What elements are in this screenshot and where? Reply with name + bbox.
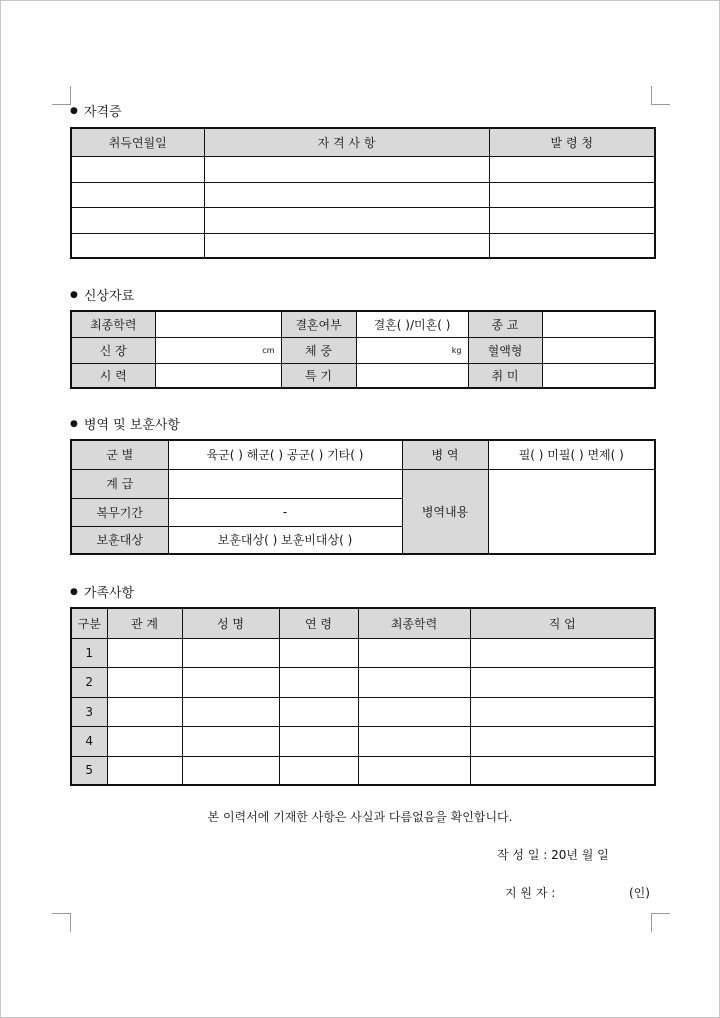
weight-label: 체 중 — [281, 337, 356, 363]
section-title-military — [70, 414, 180, 433]
table-cell[interactable] — [204, 207, 489, 233]
header-age: 연 령 — [279, 608, 358, 638]
table-cell[interactable] — [279, 726, 358, 756]
table-cell[interactable] — [107, 667, 182, 697]
section-title-personal — [70, 285, 134, 304]
table-cell[interactable] — [489, 182, 655, 207]
table-cell[interactable] — [279, 638, 358, 667]
table-cell[interactable] — [182, 726, 279, 756]
hobby-field[interactable] — [542, 363, 655, 388]
branch-field[interactable]: 육군( ) 해군( ) 공군( ) 기타( ) — [168, 440, 402, 469]
table-cell[interactable] — [71, 233, 204, 258]
marriage-field[interactable]: 결혼( )/미혼( ) — [356, 311, 468, 337]
branch-label: 군 별 — [71, 440, 168, 469]
header-education: 최종학력 — [358, 608, 470, 638]
weight-field[interactable]: kg — [356, 337, 468, 363]
header-occupation: 직 업 — [470, 608, 655, 638]
table-cell[interactable] — [107, 638, 182, 667]
section-title-text: 자격증 — [83, 105, 122, 120]
table-cell[interactable] — [470, 756, 655, 785]
table-cell[interactable] — [107, 726, 182, 756]
row-index: 4 — [71, 726, 107, 756]
header-qualification: 자 격 사 항 — [204, 128, 489, 156]
bullet-icon: ● — [70, 289, 78, 300]
table-row — [71, 156, 655, 182]
header-index: 구분 — [71, 608, 107, 638]
family-table — [70, 607, 656, 786]
service-details-field[interactable] — [488, 469, 655, 554]
rank-field[interactable] — [168, 469, 402, 498]
table-cell[interactable] — [107, 756, 182, 785]
date-line: 작 성 일 : 20년 월 일 — [497, 848, 609, 862]
veteran-field[interactable]: 보훈대상( ) 보훈비대상( ) — [168, 526, 402, 554]
special-skill-field[interactable] — [356, 363, 468, 388]
blood-type-field[interactable] — [542, 337, 655, 363]
table-row — [71, 311, 655, 337]
blood-type-label: 혈액형 — [468, 337, 542, 363]
religion-label: 종 교 — [468, 311, 542, 337]
service-details-label: 병역내용 — [402, 469, 488, 554]
military-table — [70, 439, 656, 555]
table-cell[interactable] — [470, 726, 655, 756]
table-row — [71, 207, 655, 233]
table-cell[interactable] — [71, 207, 204, 233]
crop-mark-bottom-left — [52, 913, 71, 932]
table-row — [71, 337, 655, 363]
section-title-qualifications — [70, 101, 122, 120]
section-title-text: 가족사항 — [83, 586, 135, 601]
header-relation: 관 계 — [107, 608, 182, 638]
table-row — [71, 638, 655, 667]
vision-field[interactable] — [155, 363, 281, 388]
table-cell[interactable] — [182, 756, 279, 785]
education-field[interactable] — [155, 311, 281, 337]
service-period-field[interactable]: - — [168, 498, 402, 526]
bullet-icon: ● — [70, 418, 78, 429]
service-label: 병 역 — [402, 440, 488, 469]
table-row — [71, 469, 655, 498]
confirmation-statement: 본 이력서에 기재한 사항은 사실과 다름없음을 확인합니다. — [207, 810, 513, 824]
table-cell[interactable] — [71, 156, 204, 182]
table-row — [71, 697, 655, 726]
table-header-row — [71, 128, 655, 156]
qualifications-table — [70, 127, 656, 259]
table-row — [71, 756, 655, 785]
row-index: 3 — [71, 697, 107, 726]
height-label: 신 장 — [71, 337, 155, 363]
marriage-label: 결혼여부 — [281, 311, 356, 337]
applicant-label: 지 원 자 : — [505, 886, 556, 900]
table-cell[interactable] — [182, 697, 279, 726]
table-cell[interactable] — [489, 207, 655, 233]
table-cell[interactable] — [182, 638, 279, 667]
row-index: 1 — [71, 638, 107, 667]
section-title-text: 병역 및 보훈사항 — [83, 418, 181, 433]
table-cell[interactable] — [358, 667, 470, 697]
service-field[interactable]: 필( ) 미필( ) 면제( ) — [488, 440, 655, 469]
crop-mark-top-right — [651, 86, 670, 105]
table-header-row — [71, 608, 655, 638]
seal-mark: (인) — [629, 886, 650, 900]
crop-mark-top-left — [52, 86, 71, 105]
service-period-label: 복무기간 — [71, 498, 168, 526]
table-cell[interactable] — [358, 756, 470, 785]
special-skill-label: 특 기 — [281, 363, 356, 388]
table-row — [71, 182, 655, 207]
table-row — [71, 667, 655, 697]
table-cell[interactable] — [279, 756, 358, 785]
table-cell[interactable] — [182, 667, 279, 697]
bullet-icon: ● — [70, 586, 78, 597]
table-cell[interactable] — [358, 697, 470, 726]
education-label: 최종학력 — [71, 311, 155, 337]
signature-line — [505, 884, 655, 901]
table-cell[interactable] — [279, 697, 358, 726]
bullet-icon: ● — [70, 105, 78, 116]
hobby-label: 취 미 — [468, 363, 542, 388]
table-cell[interactable] — [279, 667, 358, 697]
table-cell[interactable] — [470, 667, 655, 697]
table-cell[interactable] — [470, 638, 655, 667]
table-cell[interactable] — [470, 697, 655, 726]
table-cell[interactable] — [489, 233, 655, 258]
table-cell[interactable] — [358, 638, 470, 667]
table-cell[interactable] — [107, 697, 182, 726]
table-cell[interactable] — [204, 156, 489, 182]
section-title-family — [70, 582, 134, 601]
table-cell[interactable] — [358, 726, 470, 756]
table-cell[interactable] — [204, 233, 489, 258]
table-cell[interactable] — [204, 182, 489, 207]
table-row — [71, 440, 655, 469]
table-row — [71, 726, 655, 756]
vision-label: 시 력 — [71, 363, 155, 388]
table-row — [71, 233, 655, 258]
height-field[interactable]: cm — [155, 337, 281, 363]
rank-label: 계 급 — [71, 469, 168, 498]
table-cell[interactable] — [71, 182, 204, 207]
header-issuer: 발 령 청 — [489, 128, 655, 156]
religion-field[interactable] — [542, 311, 655, 337]
personal-table — [70, 310, 656, 389]
row-index: 5 — [71, 756, 107, 785]
veteran-label: 보훈대상 — [71, 526, 168, 554]
section-title-text: 신상자료 — [83, 289, 135, 304]
header-acquired-date: 취득연월일 — [71, 128, 204, 156]
row-index: 2 — [71, 667, 107, 697]
header-name: 성 명 — [182, 608, 279, 638]
table-row — [71, 363, 655, 388]
table-cell[interactable] — [489, 156, 655, 182]
crop-mark-bottom-right — [651, 913, 670, 932]
